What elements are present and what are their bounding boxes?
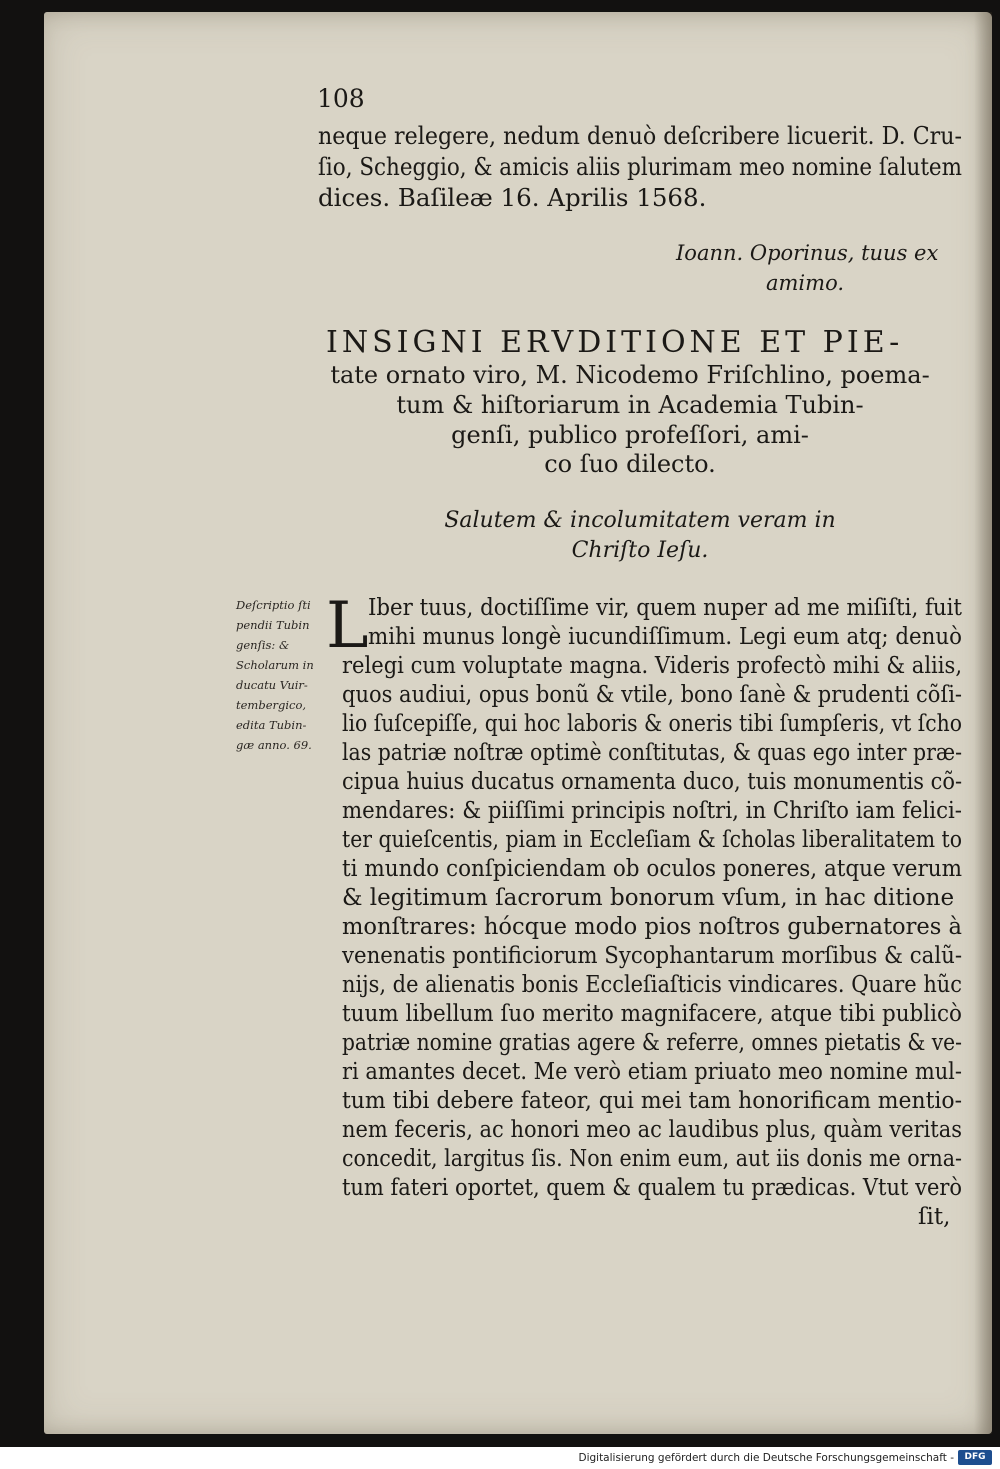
heading-caps: INSIGNI ERVDITIONE ET PIE- <box>326 325 904 360</box>
margin-note-line: genſis: & <box>236 638 290 652</box>
heading-line-4: co ſuo dilecto. <box>544 450 716 478</box>
signature-line-1: Ioann. Oporinus, tuus ex <box>676 241 939 265</box>
footer-credit: Digitalisierung gefördert durch die Deutsche Forschungsgemeinschaft - <box>578 1452 954 1464</box>
body-line: Iber tuus, doctiſſime vir, quem nuper ad me miſiſti, fuit <box>368 595 962 621</box>
body-line: patriæ nomine gratias agere & referre, omnes pietatis & ve- <box>342 1030 962 1056</box>
greeting-line-2: Chriſto Ieſu. <box>571 538 709 563</box>
body-line: nijs, de alienatis bonis Eccleſiaſticis vindicares. Quare hũc <box>342 972 962 998</box>
body-line: mendares: & piiſſimi principis noſtri, in Chriſto iam felici- <box>342 798 962 824</box>
catchword: ſit, <box>918 1204 951 1230</box>
body-line: concedit, largitus ſis. Non enim eum, aut iis donis me orna- <box>342 1146 963 1172</box>
body-line: tum fateri oportet, quem & qualem tu prædicas. Vtut verò <box>342 1175 963 1201</box>
body-line: ter quieſcentis, piam in Eccleſiam & ſcholas liberalitatem to <box>342 827 963 853</box>
heading-line-2: tum & hiſtoriarum in Academia Tubin- <box>396 391 864 419</box>
margin-note-line: ducatu Vuir- <box>236 678 308 692</box>
greeting-line-1: Salutem & incolumitatem veram in <box>444 508 836 533</box>
heading-line-1: tate ornato viro, M. Nicodemo Friſchlino, poema- <box>330 361 930 389</box>
drop-initial: L <box>326 589 369 663</box>
body-line: quos audiui, opus bonũ & vtile, bono ſanè & prudenti cõſi- <box>342 682 963 708</box>
body-line: tum tibi debere fateor, qui mei tam honorificam mentio- <box>342 1088 962 1114</box>
heading-line-3: genſi, publico profeſſori, ami- <box>451 421 809 449</box>
body-line: & legitimum ſacrorum bonorum vſum, in hac ditione <box>342 885 955 911</box>
footer-bar <box>0 1447 1000 1469</box>
body-line: nem feceris, ac honori meo ac laudibus plus, quàm veritas <box>342 1117 962 1143</box>
margin-note-line: edita Tubin- <box>236 718 307 732</box>
margin-note-line: pendii Tubin <box>236 618 310 632</box>
page-number: 108 <box>317 84 365 113</box>
opening-line-1: neque relegere, nedum denuò deſcribere licuerit. D. Cru- <box>318 121 963 150</box>
body-line: monſtrares: hócque modo pios noſtros gubernatores à <box>342 914 963 940</box>
body-line: lio ſuſcepiſſe, qui hoc laboris & oneris tibi ſumpſeris, vt ſcho <box>342 711 962 737</box>
signature-line-2: amimo. <box>766 271 845 295</box>
margin-note-line: tembergico, <box>236 698 307 712</box>
body-line: venenatis pontificiorum Sycophantarum morſibus & calũ- <box>342 943 963 969</box>
opening-line-2: ſio, Scheggio, & amicis aliis plurimam meo nomine ſalutem <box>318 152 962 181</box>
margin-note-line: gæ anno. 69. <box>236 738 312 752</box>
body-line: cipua huius ducatus ornamenta duco, tuis monumentis cõ- <box>342 769 963 795</box>
body-line: ti mundo conſpiciendam ob oculos poneres, atque verum <box>342 856 963 882</box>
body-line: ri amantes decet. Me verò etiam priuato meo nomine mul- <box>342 1059 962 1085</box>
body-line: relegi cum voluptate magna. Videris profectò mihi & aliis, <box>342 653 963 679</box>
page-spine-shadow <box>974 12 992 1434</box>
body-line: tuum libellum ſuo merito magnifacere, atque tibi publicò <box>342 1001 963 1027</box>
dfg-logo[interactable]: DFG <box>958 1450 992 1465</box>
opening-line-3: dices. Baſileæ 16. Aprilis 1568. <box>318 183 707 212</box>
margin-note-line: Scholarum in <box>236 658 314 672</box>
margin-note-line: Deſcriptio ſti <box>236 598 311 612</box>
body-line: las patriæ noſtræ optimè conſtitutas, & quas ego inter præ- <box>342 740 962 766</box>
body-line: mihi munus longè iucundiſſimum. Legi eum atq; denuò <box>368 624 963 650</box>
